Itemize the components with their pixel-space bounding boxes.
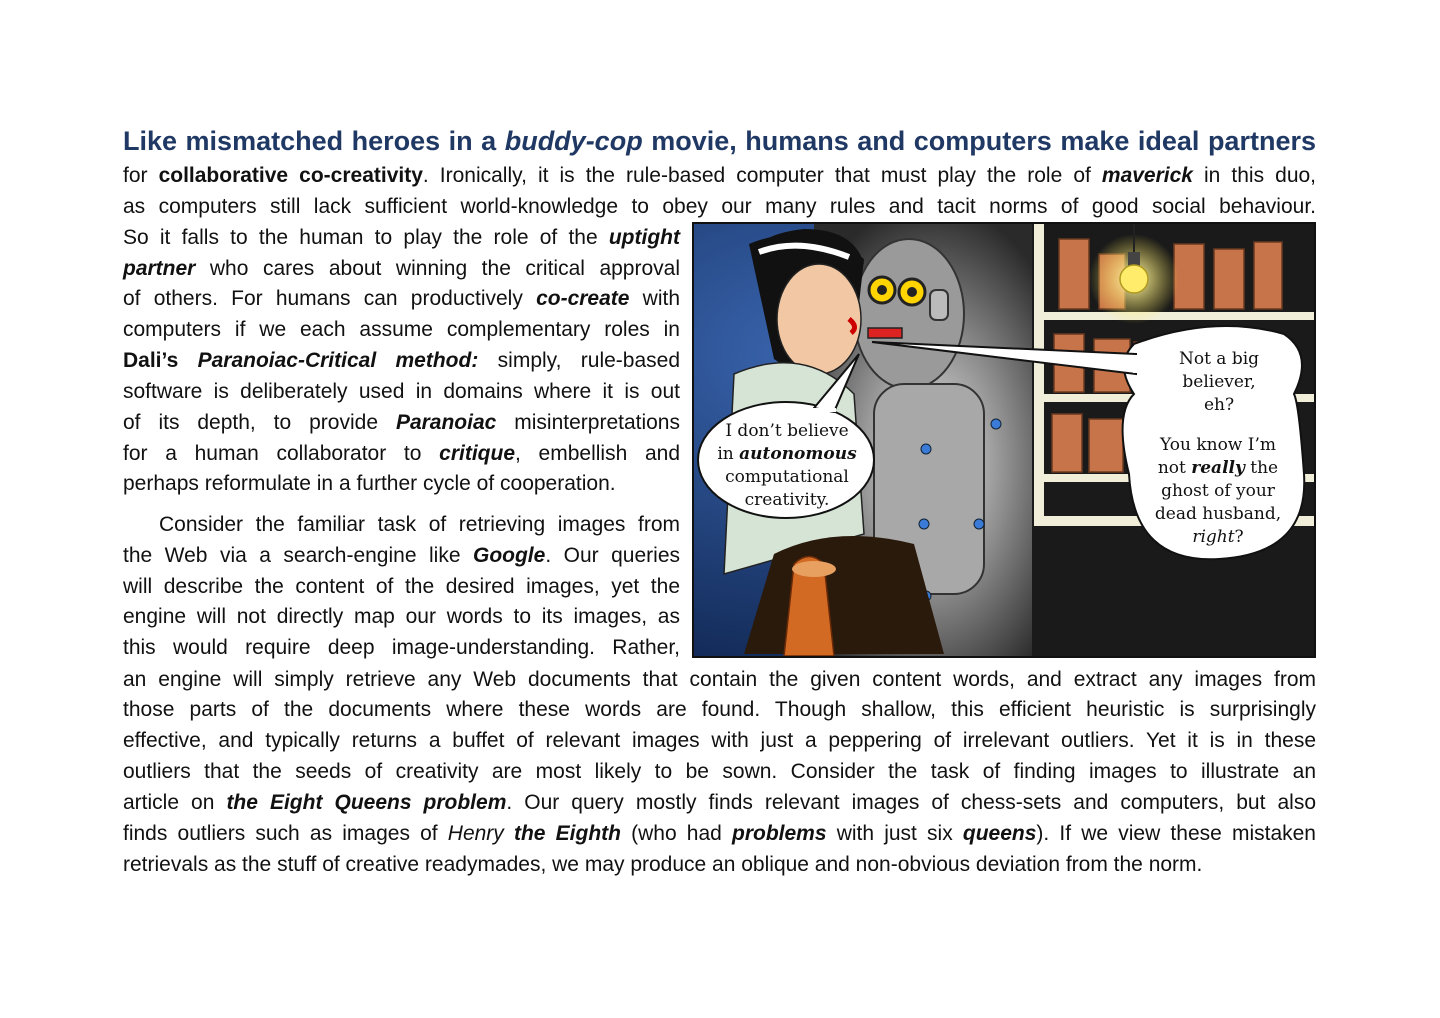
- heading: [123, 123, 1316, 159]
- heading-text: Like mismatched heroes in a: [123, 126, 505, 156]
- right-bubble-reply: You know I’m not really the ghost of your dead husband, right?: [1154, 435, 1282, 547]
- paragraph-line: Dali’s Paranoiac-Critical method: simply, rule-based: [123, 349, 680, 372]
- paragraph-line: as computers still lack sufficient world-knowledge to obey our many rules and tacit norms of good social behaviour.: [123, 195, 1316, 218]
- paragraph-line: of its depth, to provide Paranoiac misinterpretations: [123, 411, 680, 434]
- paragraph-line: software is deliberately used in domains where it is out: [123, 380, 680, 403]
- right-bubble-question: Not a big believer, eh?: [1178, 349, 1260, 415]
- paragraph-line: the Web via a search-engine like Google. Our queries: [123, 544, 680, 567]
- paragraph-line: So it falls to the human to play the role of the uptight: [123, 226, 680, 249]
- paragraph-line: those parts of the documents where these words are found. Though shallow, this efficient heuristic is surprisingly: [123, 698, 1316, 721]
- cartoon-illustration: [692, 222, 1316, 658]
- heading-emphasis: buddy-cop: [504, 126, 643, 156]
- paragraph-line: this would require deep image-understanding. Rather,: [123, 636, 680, 659]
- left-bubble-text: I don’t believe in autonomous computational creativity.: [717, 421, 857, 510]
- paragraph-line: retrievals as the stuff of creative readymades, we may produce an oblique and non-obvious deviation from the norm.: [123, 853, 1203, 876]
- paragraph-line: finds outliers such as images of Henry the Eighth (who had problems with just six queens). If we view these mistaken: [123, 822, 1316, 845]
- paragraph-line: outliers that the seeds of creativity are most likely to be sown. Consider the task of finding images to illustrate an: [123, 760, 1316, 783]
- heading-text-end: movie, humans and computers make ideal partners: [642, 126, 1316, 156]
- paragraph-line: computers if we each assume complementary roles in: [123, 318, 680, 341]
- paragraph-line: for a human collaborator to critique, embellish and: [123, 442, 680, 465]
- paragraph-line: for collaborative co-creativity. Ironically, it is the rule-based computer that must play the role of maverick in this duo,: [123, 164, 1317, 187]
- paragraph-line: partner who cares about winning the critical approval: [123, 257, 680, 280]
- paragraph-line: Consider the familiar task of retrieving images from: [159, 513, 680, 536]
- paragraph-line: effective, and typically returns a buffet of relevant images with just a peppering of irrelevant outliers. Yet it is in these: [123, 729, 1316, 752]
- paragraph-line: of others. For humans can productively co-create with: [123, 287, 681, 310]
- paragraph-line: perhaps reformulate in a further cycle of cooperation.: [123, 472, 616, 495]
- paragraph-line: an engine will simply retrieve any Web documents that contain the given content words, and extract any images from: [123, 668, 1316, 691]
- paragraph-line: engine will not directly map our words to its images, as: [123, 605, 680, 628]
- paragraph-line: article on the Eight Queens problem. Our query mostly finds relevant images of chess-sets and computers, but also: [123, 791, 1316, 814]
- paragraph-line: will describe the content of the desired images, yet the: [123, 575, 680, 598]
